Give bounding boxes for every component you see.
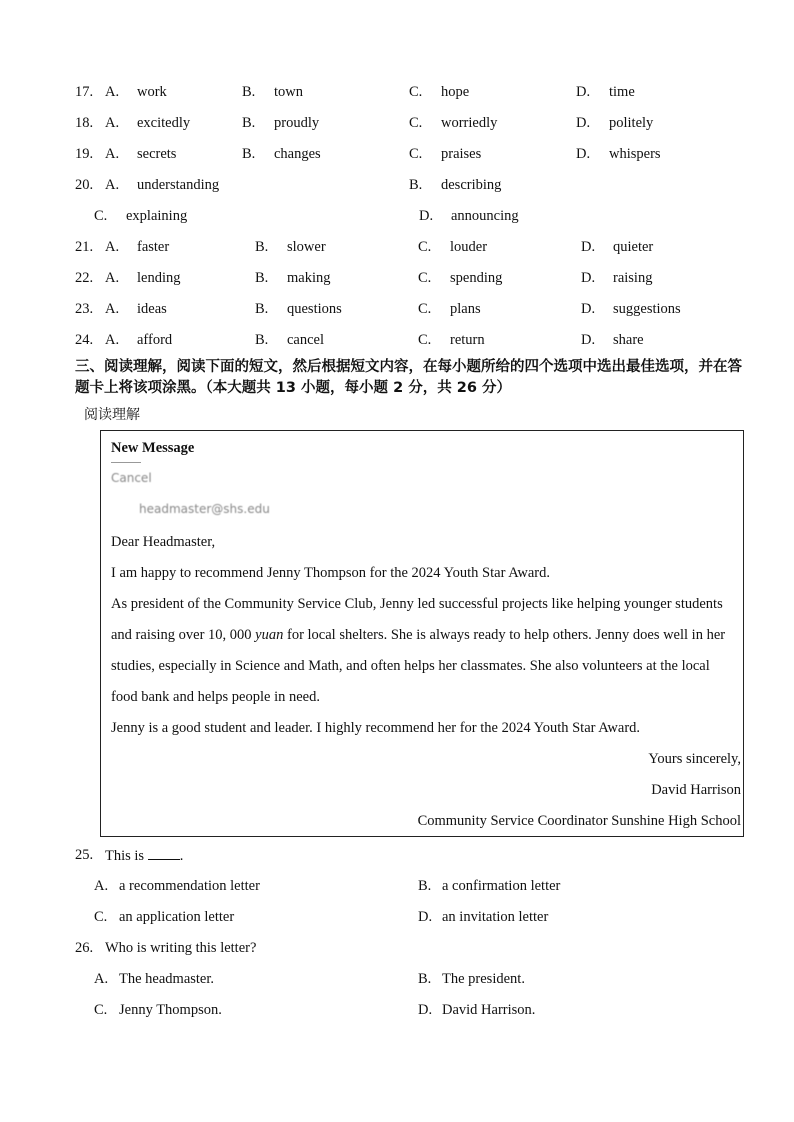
stem-text: This is bbox=[105, 848, 145, 864]
option-c: praises bbox=[441, 146, 482, 162]
section-heading: 三、阅读理解，阅读下面的短文，然后根据短文内容，在每小题所给的四个选项中选出最佳选项，并在答题卡上将该项涂黑。（本大题共 13 小题，每小题 2 分，共 26 分） bbox=[75, 359, 742, 396]
option-letter: B. bbox=[255, 332, 269, 348]
email-signature-title: Community Service Coordinator Sunshine High School bbox=[417, 813, 741, 829]
question-number: 20. bbox=[75, 177, 94, 193]
question-stem: Who is writing this letter? bbox=[105, 940, 257, 956]
option-b: proudly bbox=[274, 115, 320, 131]
text-italic: yuan bbox=[255, 627, 284, 643]
option-letter: A. bbox=[105, 177, 120, 193]
option-c: louder bbox=[450, 239, 488, 255]
option-a: ideas bbox=[137, 301, 167, 317]
option-letter: B. bbox=[418, 878, 432, 894]
question-number: 22. bbox=[75, 270, 94, 286]
option-letter: D. bbox=[581, 301, 596, 317]
question-number: 18. bbox=[75, 115, 94, 131]
option-a: excitedly bbox=[137, 115, 191, 131]
text: and raising over 10, 000 bbox=[111, 627, 256, 643]
option-b: a confirmation letter bbox=[442, 878, 561, 894]
option-a: faster bbox=[137, 239, 170, 255]
email-passage bbox=[100, 430, 744, 837]
option-letter: C. bbox=[418, 301, 432, 317]
option-letter: D. bbox=[418, 1002, 433, 1018]
option-letter: D. bbox=[576, 84, 591, 100]
option-letter: B. bbox=[255, 301, 269, 317]
email-paragraph bbox=[111, 627, 725, 644]
option-a: understanding bbox=[137, 177, 220, 193]
option-letter: C. bbox=[409, 146, 423, 162]
option-letter: D. bbox=[576, 146, 591, 162]
option-d: David Harrison. bbox=[442, 1002, 536, 1018]
option-b: slower bbox=[287, 239, 326, 255]
option-letter: A. bbox=[105, 146, 120, 162]
option-b: changes bbox=[274, 146, 321, 162]
option-d: raising bbox=[613, 270, 653, 286]
email-signature: David Harrison bbox=[651, 782, 741, 798]
option-c: plans bbox=[450, 301, 481, 317]
option-a: work bbox=[137, 84, 167, 100]
option-b: questions bbox=[287, 301, 342, 317]
text: for local shelters. She is always ready to help others. Jenny does well in her bbox=[283, 627, 726, 643]
option-letter: C. bbox=[418, 239, 432, 255]
option-letter: D. bbox=[581, 332, 596, 348]
question-number: 19. bbox=[75, 146, 94, 162]
option-b: cancel bbox=[287, 332, 325, 348]
question-number: 24. bbox=[75, 332, 94, 348]
option-c: hope bbox=[441, 84, 470, 100]
option-letter: C. bbox=[418, 332, 432, 348]
option-letter: B. bbox=[242, 115, 256, 131]
option-d: suggestions bbox=[613, 301, 681, 317]
cancel-label: Cancel bbox=[111, 471, 152, 485]
option-c: explaining bbox=[126, 208, 188, 224]
option-letter: B. bbox=[242, 146, 256, 162]
option-a: a recommendation letter bbox=[119, 878, 260, 894]
option-letter: D. bbox=[581, 270, 596, 286]
option-c: spending bbox=[450, 270, 503, 286]
option-a: The headmaster. bbox=[119, 971, 215, 987]
option-d: an invitation letter bbox=[442, 909, 549, 925]
option-letter: D. bbox=[576, 115, 591, 131]
option-letter: A. bbox=[105, 115, 120, 131]
email-greeting: Dear Headmaster, bbox=[111, 534, 216, 550]
email-paragraph: As president of the Community Service Club, Jenny led successful projects like helping younger students bbox=[111, 596, 723, 612]
email-paragraph: food bank and helps people in need. bbox=[111, 689, 320, 705]
option-d: time bbox=[609, 84, 635, 100]
email-closing: Yours sincerely, bbox=[648, 751, 741, 767]
section-subheading: 阅读理解 bbox=[84, 407, 140, 423]
option-letter: D. bbox=[581, 239, 596, 255]
option-letter: D. bbox=[419, 208, 434, 224]
email-paragraph: studies, especially in Science and Math, and often helps her classmates. She also volunteers at the local bbox=[111, 658, 710, 674]
stem-end: . bbox=[179, 848, 184, 864]
option-d: politely bbox=[609, 115, 654, 131]
option-d: announcing bbox=[451, 208, 519, 224]
option-letter: A. bbox=[105, 239, 120, 255]
question-number: 25. bbox=[75, 847, 94, 863]
option-d: share bbox=[613, 332, 644, 348]
option-a: lending bbox=[137, 270, 181, 286]
option-b: making bbox=[287, 270, 331, 286]
question-number: 21. bbox=[75, 239, 94, 255]
option-c: Jenny Thompson. bbox=[119, 1002, 222, 1018]
option-c: worriedly bbox=[441, 115, 498, 131]
option-d: whispers bbox=[609, 146, 661, 162]
option-letter: B. bbox=[255, 239, 269, 255]
question-stem bbox=[105, 847, 183, 865]
option-letter: C. bbox=[94, 1002, 108, 1018]
option-letter: B. bbox=[255, 270, 269, 286]
option-letter: A. bbox=[105, 84, 120, 100]
option-letter: A. bbox=[105, 270, 120, 286]
option-letter: A. bbox=[105, 301, 120, 317]
option-a: afford bbox=[137, 332, 173, 348]
option-d: quieter bbox=[613, 239, 654, 255]
option-b: The president. bbox=[442, 971, 525, 987]
option-letter: A. bbox=[105, 332, 120, 348]
option-letter: C. bbox=[409, 84, 423, 100]
option-letter: B. bbox=[418, 971, 432, 987]
option-c: an application letter bbox=[119, 909, 235, 925]
option-letter: D. bbox=[418, 909, 433, 925]
question-number: 17. bbox=[75, 84, 94, 100]
option-letter: C. bbox=[94, 208, 108, 224]
option-letter: C. bbox=[94, 909, 108, 925]
question-number: 23. bbox=[75, 301, 94, 317]
answer-blank bbox=[148, 847, 180, 860]
divider bbox=[111, 462, 141, 463]
option-c: return bbox=[450, 332, 485, 348]
option-b: town bbox=[274, 84, 303, 100]
option-letter: C. bbox=[418, 270, 432, 286]
option-letter: A. bbox=[94, 971, 109, 987]
option-letter: B. bbox=[409, 177, 423, 193]
question-number: 26. bbox=[75, 940, 94, 956]
option-a: secrets bbox=[137, 146, 177, 162]
email-paragraph: I am happy to recommend Jenny Thompson for the 2024 Youth Star Award. bbox=[111, 565, 550, 581]
email-title: New Message bbox=[111, 440, 195, 456]
option-letter: A. bbox=[94, 878, 109, 894]
option-b: describing bbox=[441, 177, 502, 193]
option-letter: C. bbox=[409, 115, 423, 131]
to-address: headmaster@shs.edu bbox=[139, 502, 270, 516]
option-letter: B. bbox=[242, 84, 256, 100]
email-paragraph: Jenny is a good student and leader. I highly recommend her for the 2024 Youth Star Award. bbox=[111, 720, 641, 736]
